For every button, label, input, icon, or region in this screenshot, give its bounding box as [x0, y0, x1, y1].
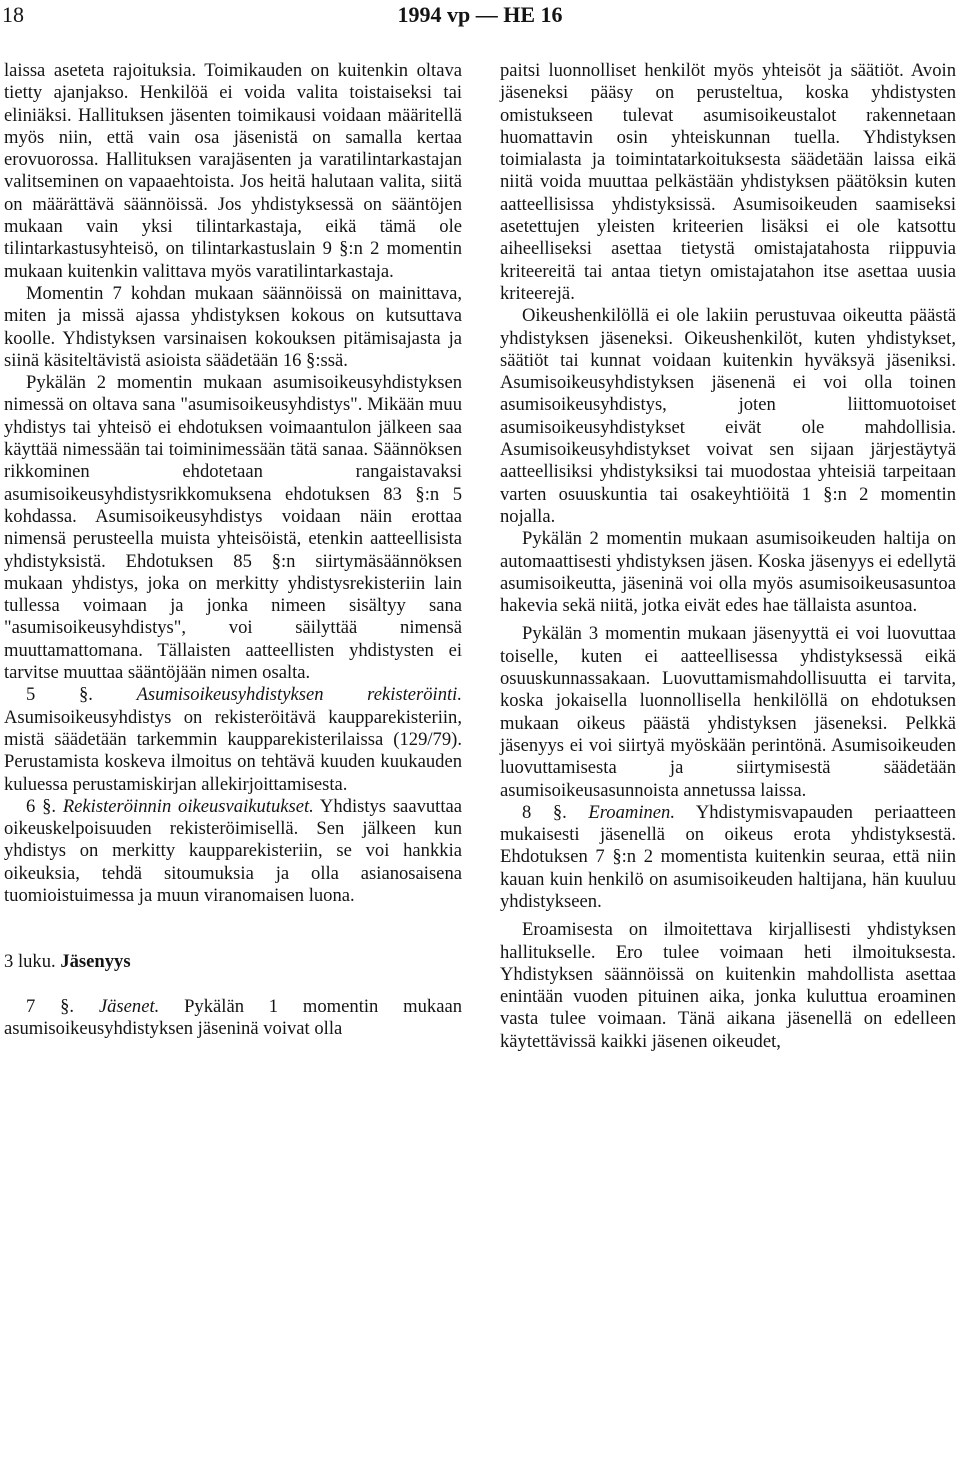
paragraph: Momentin 7 kohdan mukaan säännöissä on mainittava, miten ja missä ajassa yhdistyksen kokous on kutsuttava koolle. Yhdistyksen varsinaisen kokouksen pitämisajasta ja siinä käsiteltävistä asioista säädetään 16 §:ssä.: [4, 282, 462, 371]
section-number: 8 §.: [522, 801, 567, 823]
spacer: [4, 974, 462, 996]
section-text: Asumisoikeusyhdistys on rekisteröitävä kaupparekisteriin, mistä säädetään tarkemmin kaupparekisterilaissa (129/79). Perustamista koskeva ilmoitus on tehtävä kuuden kuukauden kuluessa perustamiskirjan allekirjoittamisesta.: [4, 706, 462, 795]
paragraph: paitsi luonnolliset henkilöt myös yhteisöt ja säätiöt. Avoin jäseneksi pääsy on perusteltua, koska yhdistysten omistukseen tulevat asumisoikeustalot rakennetaan huomattavin osin yhteiskunnan tuella. Yhdistyksen toimialasta ja toimintatarkoituksesta säädetään laissa eikä niitä voida muuttaa pelkästään yhdistyksen päätöksin kuten aatteellisissa yhdistyksissä. Asumisoikeuden saamiseksi asetettujen yleisten kriteerien lisäksi ei ole katsottu aiheelliseksi asettaa tietystä omistajatahosta riippuvia kriteereitä tai antaa tietyn omistajatahon itse asettaa uusia kriteerejä.: [500, 60, 956, 304]
running-head: 1994 vp — HE 16: [397, 2, 563, 27]
section-8: [500, 802, 956, 913]
paragraph: Pykälän 2 momentin mukaan asumisoikeuden haltija on automaattisesti yhdistyksen jäsen. Koska jäsenyys ei edellytä asumisoikeutta, jäseninä voi olla myös asumisoikeusasuntoa hakevia sekä niitä, jotka eivät edes hae tällaista asuntoa.: [500, 528, 956, 617]
section-title: Asumisoikeusyhdistyksen rekisteröinti.: [136, 684, 462, 706]
section-number: 7 §.: [26, 995, 75, 1017]
paragraph: Oikeushenkilöllä ei ole lakiin perustuvaa oikeutta päästä yhdistyksen jäseneksi. Oikeushenkilöt, kuten yhdistykset, säätiöt tai kunnat voidaan kuitenkin hyväksyä jäseniksi. Asumisoikeusyhdistyksen jäsenenä ei voi olla toinen asumisoikeusyhdistys, joten liittomuotoiset asumisoikeusyhdistykset eivät ole mahdollisia. Asumisoikeusyhdistykset voivat sen sijaan järjestäytyä aatteellisiksi yhdistyksiksi tai muodostaa yhteisiä tarpeitaan varten osuuskuntia tai osakeyhtiöitä 1 §:n 2 momentin nojalla.: [500, 305, 956, 527]
section-text: Pykälän 1 momentin mukaan asumisoikeusyhdistyksen jäseninä voivat olla: [4, 995, 462, 1039]
section-7: [4, 996, 462, 1041]
chapter-number: 3 luku.: [4, 951, 56, 973]
page-header: [0, 0, 960, 40]
paragraph: Pykälän 3 momentin mukaan jäsenyyttä ei voi luovuttaa toiselle, kuten ei aatteellisessa yhdistyksessä eikä osuuskunnassakaan. Luovuttamismahdollisuutta ei tarvita, koska jokaisella luonnollisella henkilöllä on ehdotuksen mukaan oikeus päästä yhdistyksen jäseneksi. Pelkkä jäsenyys ei voi siirtyä myöskään perintönä. Asumisoikeuden luovuttamisesta ja siirtymisestä säädetään asumisoikeusasunnoista annetussa laissa.: [500, 623, 956, 801]
section-number: 6 §.: [26, 795, 57, 817]
paragraph: laissa aseteta rajoituksia. Toimikauden on kuitenkin oltava tietty ajanjakso. Henkilöä ei voida valita toistaiseksi tai eliniäksi. Hallituksen jäsenten toimikausi voidaan määritellä myös niin, että vain osa jäsenistä on samalla kertaa erovuorossa. Hallituksen varajäsenten ja varatilintarkastajan valitseminen on vapaaehtoista. Jos heitä halutaan valita, siitä on määrättävä säännöissä. Jos yhdistyksessä on sääntöjen mukaan vain yksi tilintarkastaja, eikä tämä ole tilintarkastusyhteisö, on tilintarkastuslain 9 §:n 2 momentin mukaan kuitenkin valittava myös varatilintarkastaja.: [4, 60, 462, 282]
left-column: [4, 60, 462, 1040]
section-6: [4, 796, 462, 907]
spacer: [4, 907, 462, 951]
section-title: Eroaminen.: [588, 801, 675, 823]
section-5: [4, 684, 462, 795]
section-number: 5 §.: [26, 684, 93, 706]
section-title: Rekisteröinnin oikeusvaikutukset.: [62, 795, 314, 817]
right-column: [500, 60, 956, 1053]
page-number: 18: [2, 2, 24, 27]
chapter-heading: [4, 951, 462, 973]
section-title: Jäsenet.: [98, 995, 160, 1017]
paragraph: Pykälän 2 momentin mukaan asumisoikeusyhdistyksen nimessä on oltava sana "asumisoikeusyhdistys". Mikään muu yhdistys tai yhteisö ei ehdotuksen voimaantulon jälkeen saa käyttää nimessään tai toiminimessään tätä sanaa. Säännöksen rikkominen ehdotetaan rangaistavaksi asumisoikeusyhdistysrikkomuksena ehdotuksen 83 §:n 5 kohdassa. Asumisoikeusyhdistys voidaan näin erottaa nimensä perusteella muista yhteisöistä, etenkin aatteellisista yhdistyksistä. Ehdotuksen 85 §:n siirtymäsäännöksen mukaan yhdistys, joka on merkitty yhdistysrekisteriin lain tullessa voimaan ja jonka nimeen sisältyy sana "asumisoikeusyhdistys", voi säilyttää nimensä muuttamattomana. Tällaisten aatteellisten yhdistysten ei tarvitse muuttaa sääntöjään nimen osalta.: [4, 372, 462, 684]
chapter-title: Jäsenyys: [60, 951, 131, 973]
paragraph: Eroamisesta on ilmoitettava kirjallisesti yhdistyksen hallitukselle. Ero tulee voimaan heti ilmoituksesta. Yhdistyksen säännöissä on kuitenkin mahdollista asettaa enintään vuoden pituinen aika, jonka kuluttua eroaminen vasta tulee voimaan. Tänä aikana jäsenellä on edelleen käytettävissä kaikki jäsenen oikeudet,: [500, 919, 956, 1052]
section-text: Yhdistymisvapauden periaatteen mukaisesti jäsenellä on oikeus erota yhdistyksestä. Ehdotuksen 7 §:n 2 momentista kuitenkin seuraa, että niin kauan kuin henkilö on asumisoikeuden haltijana, hän kuuluu yhdistykseen.: [500, 801, 956, 912]
section-text: Yhdistys saavuttaa oikeuskelpoisuuden rekisteröimisellä. Sen jälkeen kun yhdistys on merkitty kaupparekisteriin, se voi hankkia oikeuksia, tehdä sitoumuksia ja olla asianosaisena tuomioistuimessa ja muun viranomaisen luona.: [4, 795, 462, 906]
